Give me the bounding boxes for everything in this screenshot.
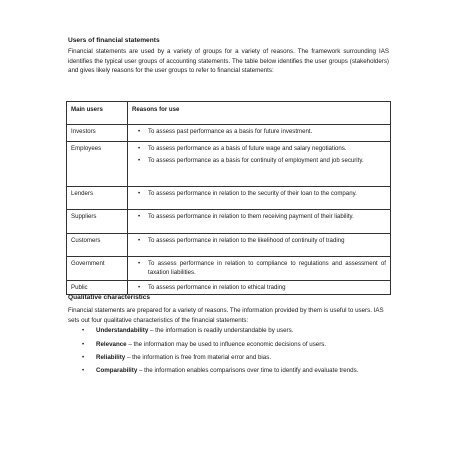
reasons-cell — [128, 257, 391, 281]
reason-item: • To assess performance as a basis of future wage and salary negotiations. — [132, 144, 386, 153]
bullet-icon: • — [138, 145, 141, 152]
reasons-cell — [128, 210, 391, 234]
bullet-icon: • — [82, 341, 85, 348]
reason-item: • To assess performance in relation to the security of their loan to the company. — [132, 189, 386, 198]
user-cell: Customers — [67, 234, 128, 257]
users-section-heading: Users of financial statements — [68, 37, 160, 44]
bullet-icon: • — [138, 157, 141, 165]
bullet-icon: • — [138, 190, 141, 197]
bullet-icon: • — [82, 367, 85, 374]
bullet-icon: • — [138, 128, 141, 135]
header-reasons-for-use: Reasons for use — [128, 102, 391, 125]
list-item: • Reliability – the information is free from material error and bias. — [68, 353, 390, 363]
header-main-users: Main users — [67, 102, 128, 125]
reasons-cell — [128, 142, 391, 187]
user-groups-table — [66, 101, 391, 295]
user-cell: Government — [67, 257, 128, 281]
user-cell: Investors — [67, 125, 128, 142]
table-row — [67, 234, 391, 257]
user-cell: Public — [67, 281, 128, 295]
table-header-row — [67, 102, 391, 125]
table-row — [67, 210, 391, 234]
user-cell: Suppliers — [67, 210, 128, 234]
table-row — [67, 281, 391, 295]
reason-item: • To assess performance in relation to compliance to regulations and assessment of taxation liabilities. — [132, 259, 386, 277]
table-row — [67, 125, 391, 142]
bullet-icon: • — [138, 260, 141, 267]
reason-item: • To assess performance in relation to the likelihood of continuity of trading — [132, 236, 386, 245]
list-item: • Comparability – the information enables comparisons over time to identify and evaluate trends. — [68, 366, 390, 376]
bullet-icon: • — [82, 354, 85, 361]
reasons-cell — [128, 187, 391, 210]
table-row — [67, 257, 391, 281]
qualitative-section-heading: Qualitative characteristics — [68, 294, 151, 301]
reason-item: • To assess performance as a basis for continuity of employment and job security. — [132, 156, 386, 165]
term-relevance: Relevance — [96, 341, 127, 348]
list-item: • Relevance – the information may be used to influence economic decisions of users. — [68, 340, 390, 350]
bullet-icon: • — [138, 284, 141, 291]
term-reliability: Reliability — [96, 354, 126, 361]
reason-item: • To assess performance in relation to ethical trading — [132, 283, 386, 292]
reason-item: • To assess performance in relation to them receiving payment of their liability. — [132, 212, 386, 221]
bullet-icon: • — [82, 327, 85, 334]
reasons-cell — [128, 281, 391, 295]
list-item: • Understandability – the information is readily understandable by users. — [68, 326, 390, 336]
bullet-icon: • — [138, 237, 141, 244]
reasons-cell — [128, 125, 391, 142]
reasons-cell — [128, 234, 391, 257]
users-intro-paragraph: Financial statements are used by a variety of groups for a variety of reasons. The framework surrounding IAS identifies the typical user groups of accounting statements. The table below identifies the user groups (stakeholders) and gives likely reasons for the user groups to refer to financial statements: — [68, 48, 389, 75]
table-row — [67, 142, 391, 187]
user-cell: Employees — [67, 142, 128, 187]
qualitative-intro-paragraph: Financial statements are prepared for a variety of reasons. The information provided by them is useful to users. IAS sets out four qualitative characteristics of the financial statements: — [68, 307, 384, 324]
term-understandability: Understandability — [96, 327, 149, 334]
term-comparability: Comparability — [96, 367, 138, 374]
reason-item: • To assess past performance as a basis for future investment. — [132, 127, 386, 136]
table-row — [67, 187, 391, 210]
bullet-icon: • — [138, 213, 141, 220]
user-cell: Lenders — [67, 187, 128, 210]
